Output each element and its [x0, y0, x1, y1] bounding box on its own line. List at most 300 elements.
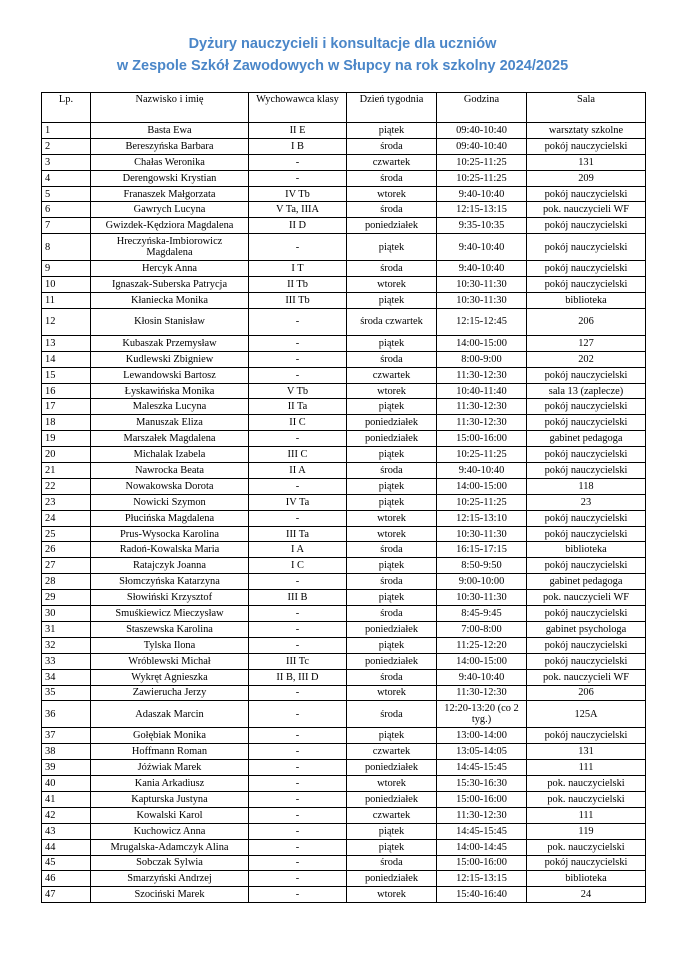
- cell-teacher-name: Wróblewski Michał: [91, 653, 249, 669]
- cell-class-teacher: -: [249, 791, 347, 807]
- cell-class-teacher: -: [249, 431, 347, 447]
- table-row: [42, 669, 646, 685]
- table-row: [42, 839, 646, 855]
- cell-teacher-name: Ignaszak-Suberska Patrycja: [91, 277, 249, 293]
- cell-hour: 09:40-10:40: [437, 123, 527, 139]
- cell-class-teacher: -: [249, 351, 347, 367]
- cell-row-number: 1: [42, 123, 91, 139]
- cell-hour: 13:05-14:05: [437, 744, 527, 760]
- cell-weekday: wtorek: [347, 776, 437, 792]
- cell-class-teacher: -: [249, 701, 347, 728]
- cell-hour: 14:00-15:00: [437, 478, 527, 494]
- cell-room: pokój nauczycielski: [527, 606, 646, 622]
- cell-room: pokój nauczycielski: [527, 367, 646, 383]
- cell-room: 127: [527, 335, 646, 351]
- cell-weekday: piątek: [347, 123, 437, 139]
- cell-hour: 12:15-13:15: [437, 202, 527, 218]
- cell-weekday: środa: [347, 574, 437, 590]
- cell-row-number: 11: [42, 293, 91, 309]
- cell-hour: 14:00-15:00: [437, 335, 527, 351]
- cell-weekday: piątek: [347, 839, 437, 855]
- table-row: [42, 399, 646, 415]
- cell-row-number: 47: [42, 887, 91, 903]
- cell-teacher-name: Gwizdek-Kędziora Magdalena: [91, 218, 249, 234]
- cell-room: pokój nauczycielski: [527, 261, 646, 277]
- cell-hour: 10:25-11:25: [437, 494, 527, 510]
- cell-room: warsztaty szkolne: [527, 123, 646, 139]
- cell-hour: 15:40-16:40: [437, 887, 527, 903]
- cell-weekday: piątek: [347, 558, 437, 574]
- cell-teacher-name: Nawrocka Beata: [91, 463, 249, 479]
- cell-hour: 9:40-10:40: [437, 186, 527, 202]
- cell-row-number: 36: [42, 701, 91, 728]
- cell-row-number: 42: [42, 807, 91, 823]
- cell-teacher-name: Kłosin Stanisław: [91, 308, 249, 335]
- document-title-line-1: Dyżury nauczycieli i konsultacje dla uczniów: [188, 36, 497, 52]
- cell-weekday: wtorek: [347, 383, 437, 399]
- cell-class-teacher: I A: [249, 542, 347, 558]
- cell-teacher-name: Hreczyńska-Imbiorowicz Magdalena: [91, 234, 249, 261]
- cell-class-teacher: -: [249, 510, 347, 526]
- cell-teacher-name: Smuśkiewicz Mieczysław: [91, 606, 249, 622]
- cell-teacher-name: Nowakowska Dorota: [91, 478, 249, 494]
- table-row: [42, 621, 646, 637]
- table-row: [42, 637, 646, 653]
- cell-class-teacher: V Tb: [249, 383, 347, 399]
- cell-class-teacher: -: [249, 606, 347, 622]
- cell-room: biblioteka: [527, 542, 646, 558]
- cell-hour: 14:45-15:45: [437, 823, 527, 839]
- cell-teacher-name: Kłaniecka Monika: [91, 293, 249, 309]
- cell-room: pok. nauczycielski: [527, 776, 646, 792]
- cell-row-number: 43: [42, 823, 91, 839]
- cell-weekday: poniedziałek: [347, 621, 437, 637]
- table-row: [42, 234, 646, 261]
- table-row: [42, 728, 646, 744]
- cell-room: pok. nauczycieli WF: [527, 590, 646, 606]
- table-row: [42, 526, 646, 542]
- table-row: [42, 138, 646, 154]
- cell-weekday: piątek: [347, 335, 437, 351]
- cell-teacher-name: Chałas Weronika: [91, 154, 249, 170]
- cell-class-teacher: -: [249, 234, 347, 261]
- cell-row-number: 17: [42, 399, 91, 415]
- cell-room: biblioteka: [527, 293, 646, 309]
- cell-class-teacher: -: [249, 637, 347, 653]
- cell-hour: 12:15-13:15: [437, 871, 527, 887]
- cell-weekday: środa: [347, 606, 437, 622]
- table-row: [42, 415, 646, 431]
- cell-weekday: środa: [347, 855, 437, 871]
- cell-room: gabinet pedagoga: [527, 431, 646, 447]
- cell-weekday: środa: [347, 138, 437, 154]
- cell-teacher-name: Gołębiak Monika: [91, 728, 249, 744]
- cell-row-number: 34: [42, 669, 91, 685]
- cell-row-number: 19: [42, 431, 91, 447]
- cell-hour: 9:35-10:35: [437, 218, 527, 234]
- table-row: [42, 431, 646, 447]
- cell-class-teacher: III Ta: [249, 526, 347, 542]
- cell-teacher-name: Franaszek Małgorzata: [91, 186, 249, 202]
- cell-teacher-name: Szociński Marek: [91, 887, 249, 903]
- cell-room: 209: [527, 170, 646, 186]
- cell-hour: 12:15-12:45: [437, 308, 527, 335]
- cell-row-number: 40: [42, 776, 91, 792]
- cell-row-number: 26: [42, 542, 91, 558]
- cell-class-teacher: -: [249, 154, 347, 170]
- cell-hour: 11:30-12:30: [437, 807, 527, 823]
- cell-room: 202: [527, 351, 646, 367]
- cell-teacher-name: Łyskawińska Monika: [91, 383, 249, 399]
- cell-hour: 09:40-10:40: [437, 138, 527, 154]
- cell-weekday: poniedziałek: [347, 760, 437, 776]
- cell-hour: 14:45-15:45: [437, 760, 527, 776]
- table-row: [42, 351, 646, 367]
- cell-room: pokój nauczycielski: [527, 415, 646, 431]
- cell-class-teacher: III Tb: [249, 293, 347, 309]
- cell-weekday: piątek: [347, 823, 437, 839]
- cell-hour: 15:00-16:00: [437, 431, 527, 447]
- cell-row-number: 18: [42, 415, 91, 431]
- cell-class-teacher: -: [249, 855, 347, 871]
- cell-row-number: 15: [42, 367, 91, 383]
- cell-room: pokój nauczycielski: [527, 186, 646, 202]
- cell-room: 131: [527, 154, 646, 170]
- header-hour: Godzina: [437, 93, 527, 123]
- table-row: [42, 277, 646, 293]
- cell-row-number: 16: [42, 383, 91, 399]
- cell-class-teacher: -: [249, 170, 347, 186]
- header-lp: Lp.: [42, 93, 91, 123]
- cell-room: pokój nauczycielski: [527, 653, 646, 669]
- cell-weekday: wtorek: [347, 510, 437, 526]
- cell-teacher-name: Hoffmann Roman: [91, 744, 249, 760]
- table-row: [42, 855, 646, 871]
- cell-teacher-name: Słomczyńska Katarzyna: [91, 574, 249, 590]
- cell-row-number: 33: [42, 653, 91, 669]
- cell-teacher-name: Staszewska Karolina: [91, 621, 249, 637]
- cell-room: pokój nauczycielski: [527, 447, 646, 463]
- table-row: [42, 574, 646, 590]
- cell-weekday: piątek: [347, 478, 437, 494]
- cell-row-number: 6: [42, 202, 91, 218]
- cell-weekday: środa czwartek: [347, 308, 437, 335]
- cell-row-number: 23: [42, 494, 91, 510]
- cell-teacher-name: Wykręt Agnieszka: [91, 669, 249, 685]
- cell-hour: 12:15-13:10: [437, 510, 527, 526]
- cell-row-number: 14: [42, 351, 91, 367]
- cell-hour: 13:00-14:00: [437, 728, 527, 744]
- cell-weekday: środa: [347, 463, 437, 479]
- table-header-row: [42, 93, 646, 123]
- cell-row-number: 21: [42, 463, 91, 479]
- cell-room: pokój nauczycielski: [527, 728, 646, 744]
- cell-weekday: środa: [347, 542, 437, 558]
- cell-weekday: poniedziałek: [347, 415, 437, 431]
- cell-teacher-name: Nowicki Szymon: [91, 494, 249, 510]
- table-row: [42, 653, 646, 669]
- cell-hour: 10:30-11:30: [437, 277, 527, 293]
- cell-class-teacher: V Ta, IIIA: [249, 202, 347, 218]
- table-row: [42, 447, 646, 463]
- cell-hour: 15:30-16:30: [437, 776, 527, 792]
- table-row: [42, 606, 646, 622]
- cell-hour: 8:50-9:50: [437, 558, 527, 574]
- cell-row-number: 20: [42, 447, 91, 463]
- cell-room: gabinet pedagoga: [527, 574, 646, 590]
- cell-weekday: piątek: [347, 293, 437, 309]
- cell-teacher-name: Jóźwiak Marek: [91, 760, 249, 776]
- cell-hour: 10:30-11:30: [437, 293, 527, 309]
- cell-class-teacher: III C: [249, 447, 347, 463]
- cell-class-teacher: II C: [249, 415, 347, 431]
- cell-hour: 10:30-11:30: [437, 590, 527, 606]
- cell-class-teacher: III B: [249, 590, 347, 606]
- cell-row-number: 35: [42, 685, 91, 701]
- document-title-line-2: w Zespole Szkół Zawodowych w Słupcy na rok szkolny 2024/2025: [116, 58, 569, 74]
- cell-row-number: 38: [42, 744, 91, 760]
- cell-room: pokój nauczycielski: [527, 510, 646, 526]
- cell-teacher-name: Kania Arkadiusz: [91, 776, 249, 792]
- cell-teacher-name: Kuchowicz Anna: [91, 823, 249, 839]
- table-row: [42, 510, 646, 526]
- table-row: [42, 744, 646, 760]
- cell-row-number: 44: [42, 839, 91, 855]
- cell-room: pokój nauczycielski: [527, 399, 646, 415]
- cell-class-teacher: -: [249, 887, 347, 903]
- cell-row-number: 13: [42, 335, 91, 351]
- cell-teacher-name: Basta Ewa: [91, 123, 249, 139]
- cell-class-teacher: II B, III D: [249, 669, 347, 685]
- cell-room: pokój nauczycielski: [527, 463, 646, 479]
- cell-weekday: poniedziałek: [347, 791, 437, 807]
- cell-weekday: piątek: [347, 399, 437, 415]
- cell-room: pokój nauczycielski: [527, 218, 646, 234]
- table-row: [42, 154, 646, 170]
- cell-room: pokój nauczycielski: [527, 558, 646, 574]
- cell-hour: 11:30-12:30: [437, 367, 527, 383]
- cell-row-number: 22: [42, 478, 91, 494]
- cell-row-number: 27: [42, 558, 91, 574]
- cell-weekday: wtorek: [347, 186, 437, 202]
- cell-class-teacher: -: [249, 685, 347, 701]
- table-row: [42, 293, 646, 309]
- cell-weekday: wtorek: [347, 887, 437, 903]
- cell-hour: 14:00-15:00: [437, 653, 527, 669]
- cell-hour: 10:25-11:25: [437, 447, 527, 463]
- cell-row-number: 30: [42, 606, 91, 622]
- cell-room: pokój nauczycielski: [527, 138, 646, 154]
- cell-hour: 11:25-12:20: [437, 637, 527, 653]
- cell-teacher-name: Płucińska Magdalena: [91, 510, 249, 526]
- cell-hour: 10:25-11:25: [437, 154, 527, 170]
- cell-teacher-name: Kudlewski Zbigniew: [91, 351, 249, 367]
- cell-row-number: 29: [42, 590, 91, 606]
- table-row: [42, 701, 646, 728]
- cell-room: sala 13 (zaplecze): [527, 383, 646, 399]
- cell-class-teacher: -: [249, 728, 347, 744]
- cell-hour: 11:30-12:30: [437, 415, 527, 431]
- table-row: [42, 791, 646, 807]
- cell-class-teacher: I C: [249, 558, 347, 574]
- cell-teacher-name: Kowalski Karol: [91, 807, 249, 823]
- cell-class-teacher: -: [249, 776, 347, 792]
- cell-hour: 16:15-17:15: [437, 542, 527, 558]
- table-row: [42, 186, 646, 202]
- cell-hour: 9:40-10:40: [437, 463, 527, 479]
- cell-teacher-name: Michalak Izabela: [91, 447, 249, 463]
- cell-row-number: 12: [42, 308, 91, 335]
- cell-hour: 11:30-12:30: [437, 399, 527, 415]
- cell-weekday: czwartek: [347, 367, 437, 383]
- header-name: Nazwisko i imię: [91, 93, 249, 123]
- cell-class-teacher: -: [249, 308, 347, 335]
- cell-hour: 9:40-10:40: [437, 261, 527, 277]
- table-row: [42, 760, 646, 776]
- cell-weekday: czwartek: [347, 807, 437, 823]
- cell-row-number: 10: [42, 277, 91, 293]
- cell-weekday: piątek: [347, 234, 437, 261]
- cell-hour: 9:40-10:40: [437, 669, 527, 685]
- cell-room: 23: [527, 494, 646, 510]
- table-row: [42, 887, 646, 903]
- cell-class-teacher: -: [249, 823, 347, 839]
- cell-hour: 9:40-10:40: [437, 234, 527, 261]
- cell-teacher-name: Maleszka Lucyna: [91, 399, 249, 415]
- cell-room: pok. nauczycielski: [527, 839, 646, 855]
- cell-teacher-name: Tylska Ilona: [91, 637, 249, 653]
- cell-weekday: środa: [347, 261, 437, 277]
- cell-weekday: wtorek: [347, 277, 437, 293]
- cell-weekday: środa: [347, 202, 437, 218]
- table-row: [42, 463, 646, 479]
- cell-row-number: 45: [42, 855, 91, 871]
- cell-class-teacher: II Ta: [249, 399, 347, 415]
- cell-weekday: środa: [347, 669, 437, 685]
- cell-weekday: poniedziałek: [347, 431, 437, 447]
- cell-room: pok. nauczycieli WF: [527, 202, 646, 218]
- cell-class-teacher: IV Ta: [249, 494, 347, 510]
- cell-room: 118: [527, 478, 646, 494]
- cell-teacher-name: Sobczak Sylwia: [91, 855, 249, 871]
- cell-class-teacher: -: [249, 839, 347, 855]
- cell-hour: 15:00-16:00: [437, 791, 527, 807]
- cell-teacher-name: Hercyk Anna: [91, 261, 249, 277]
- cell-teacher-name: Ratajczyk Joanna: [91, 558, 249, 574]
- cell-room: 131: [527, 744, 646, 760]
- table-row: [42, 383, 646, 399]
- cell-room: gabinet psychologa: [527, 621, 646, 637]
- cell-weekday: piątek: [347, 590, 437, 606]
- cell-class-teacher: -: [249, 760, 347, 776]
- cell-class-teacher: II E: [249, 123, 347, 139]
- cell-row-number: 32: [42, 637, 91, 653]
- cell-class-teacher: -: [249, 744, 347, 760]
- cell-teacher-name: Radoń-Kowalska Maria: [91, 542, 249, 558]
- cell-row-number: 24: [42, 510, 91, 526]
- cell-room: pok. nauczycieli WF: [527, 669, 646, 685]
- cell-class-teacher: I T: [249, 261, 347, 277]
- cell-weekday: środa: [347, 701, 437, 728]
- cell-row-number: 41: [42, 791, 91, 807]
- cell-row-number: 8: [42, 234, 91, 261]
- table-row: [42, 776, 646, 792]
- cell-weekday: wtorek: [347, 526, 437, 542]
- cell-class-teacher: -: [249, 807, 347, 823]
- table-row: [42, 123, 646, 139]
- cell-teacher-name: Lewandowski Bartosz: [91, 367, 249, 383]
- cell-row-number: 5: [42, 186, 91, 202]
- cell-class-teacher: -: [249, 335, 347, 351]
- cell-weekday: czwartek: [347, 154, 437, 170]
- cell-class-teacher: -: [249, 871, 347, 887]
- table-row: [42, 542, 646, 558]
- cell-teacher-name: Manuszak Eliza: [91, 415, 249, 431]
- cell-class-teacher: II A: [249, 463, 347, 479]
- table-row: [42, 335, 646, 351]
- duty-schedule-table: [41, 92, 646, 903]
- table-row: [42, 590, 646, 606]
- cell-room: pokój nauczycielski: [527, 277, 646, 293]
- cell-hour: 12:20-13:20 (co 2 tyg.): [437, 701, 527, 728]
- table-row: [42, 558, 646, 574]
- cell-weekday: środa: [347, 170, 437, 186]
- header-room: Sala: [527, 93, 646, 123]
- cell-hour: 14:00-14:45: [437, 839, 527, 855]
- table-row: [42, 202, 646, 218]
- cell-row-number: 3: [42, 154, 91, 170]
- cell-class-teacher: IV Tb: [249, 186, 347, 202]
- cell-hour: 10:30-11:30: [437, 526, 527, 542]
- cell-teacher-name: Marszałek Magdalena: [91, 431, 249, 447]
- cell-hour: 7:00-8:00: [437, 621, 527, 637]
- cell-room: 206: [527, 308, 646, 335]
- cell-hour: 10:40-11:40: [437, 383, 527, 399]
- cell-class-teacher: II D: [249, 218, 347, 234]
- cell-weekday: piątek: [347, 494, 437, 510]
- cell-class-teacher: -: [249, 574, 347, 590]
- cell-room: pok. nauczycielski: [527, 791, 646, 807]
- header-weekday: Dzień tygodnia: [347, 93, 437, 123]
- cell-teacher-name: Prus-Wysocka Karolina: [91, 526, 249, 542]
- cell-room: 119: [527, 823, 646, 839]
- cell-teacher-name: Słowiński Krzysztof: [91, 590, 249, 606]
- cell-room: 24: [527, 887, 646, 903]
- cell-room: 111: [527, 760, 646, 776]
- cell-room: 206: [527, 685, 646, 701]
- cell-teacher-name: Derengowski Krystian: [91, 170, 249, 186]
- cell-teacher-name: Adaszak Marcin: [91, 701, 249, 728]
- table-row: [42, 871, 646, 887]
- table-row: [42, 308, 646, 335]
- cell-teacher-name: Bereszyńska Barbara: [91, 138, 249, 154]
- cell-weekday: wtorek: [347, 685, 437, 701]
- cell-room: 125A: [527, 701, 646, 728]
- cell-class-teacher: -: [249, 621, 347, 637]
- cell-class-teacher: III Tc: [249, 653, 347, 669]
- cell-row-number: 46: [42, 871, 91, 887]
- table-row: [42, 807, 646, 823]
- table-body: [42, 123, 646, 903]
- cell-teacher-name: Zawierucha Jerzy: [91, 685, 249, 701]
- table-row: [42, 823, 646, 839]
- cell-weekday: poniedziałek: [347, 871, 437, 887]
- cell-room: pokój nauczycielski: [527, 855, 646, 871]
- cell-row-number: 2: [42, 138, 91, 154]
- cell-hour: 8:00-9:00: [437, 351, 527, 367]
- table-row: [42, 685, 646, 701]
- cell-hour: 11:30-12:30: [437, 685, 527, 701]
